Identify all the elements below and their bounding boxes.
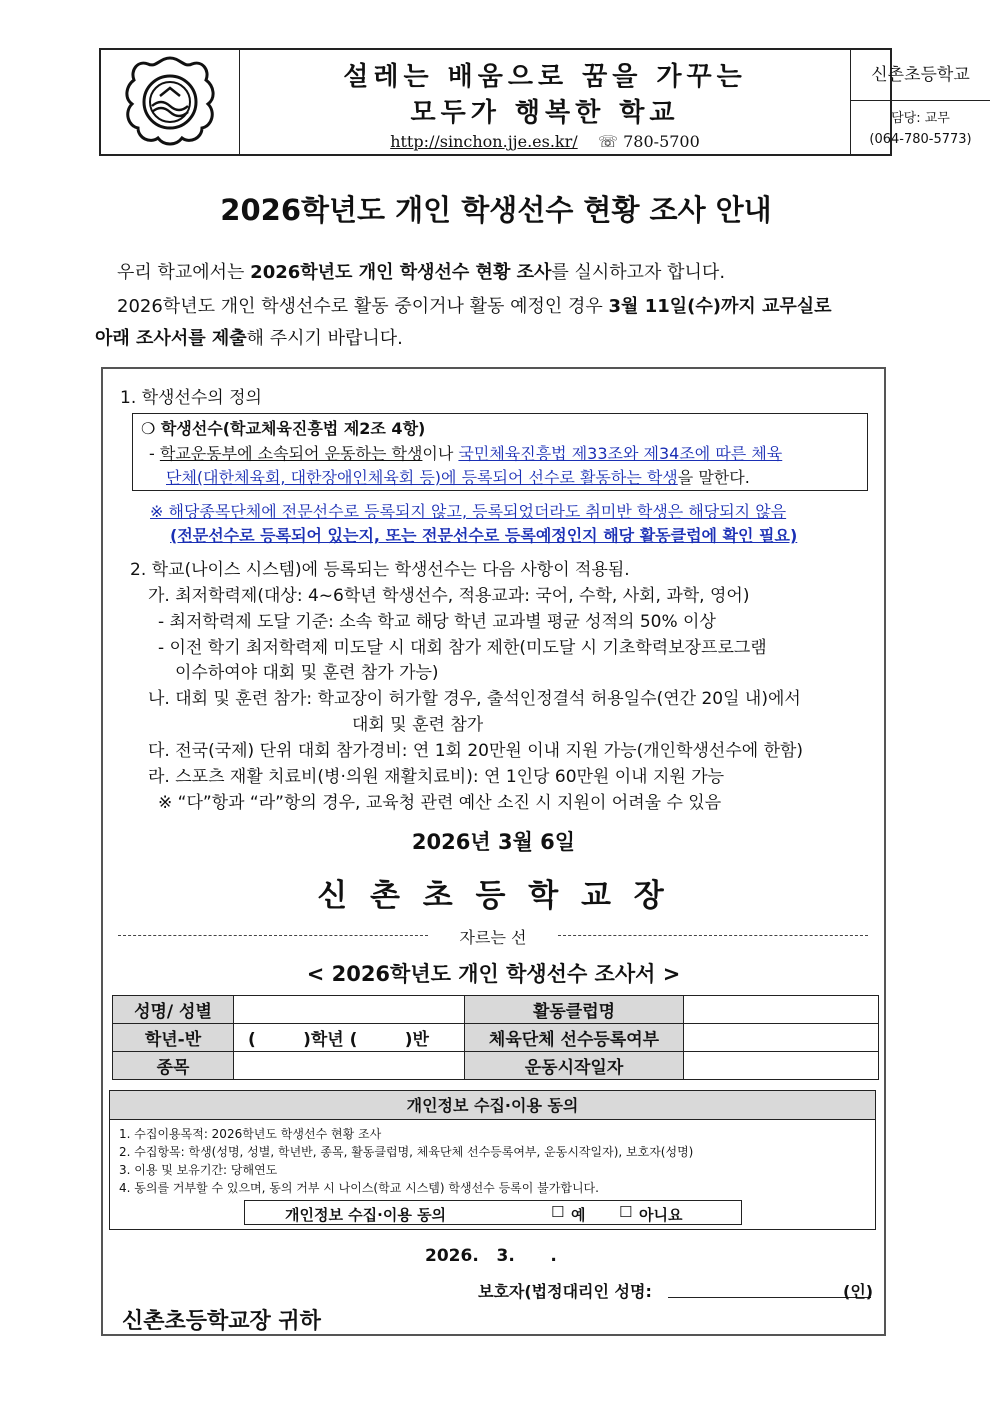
section2-item-ga-2: - 이전 학기 최저학력제 미도달 시 대회 참가 제한(미도달 시 기초학력보장프로그램 xyxy=(158,638,767,658)
motto-line-1: 설레는 배움으로 꿈을 가꾸는 xyxy=(343,62,747,92)
consent-yes-checkbox[interactable]: ☐ xyxy=(551,1203,565,1221)
cut-line-right xyxy=(558,935,868,936)
grade-label: 학년-반 xyxy=(113,1024,234,1052)
privacy-item-4: 4. 동의를 거부할 수 있으며, 동의 거부 시 나이스(학교 시스템) 학생선수 등록이 불가합니다. xyxy=(119,1181,599,1195)
contact-role: 담당: 교무 xyxy=(891,111,950,126)
sign-date: 2026. 3. . xyxy=(425,1246,557,1266)
school-phone: 780-5700 xyxy=(623,132,700,151)
guardian-label: 보호자(법정대리인 성명: xyxy=(478,1282,652,1301)
school-emblem-icon xyxy=(101,50,239,154)
addressee: 신촌초등학교장 귀하 xyxy=(122,1309,321,1334)
section2-item-ga-1: - 최저학력제 도달 기준: 소속 학교 해당 학년 교과별 평균 성적의 50% 이상 xyxy=(158,612,716,632)
motto-block xyxy=(240,50,851,154)
contact-phone: (064-780-5773) xyxy=(869,132,972,147)
cut-line xyxy=(118,925,868,945)
section2-note: ※ “다”항과 “라”항의 경우, 교육청 관련 예산 소진 시 지원이 어려울 수 있음 xyxy=(158,793,722,813)
form-title: < 2026학년도 개인 학생선수 조사서 > xyxy=(306,962,681,986)
table-row xyxy=(113,996,879,1024)
definition-note-2: (전문선수로 등록되어 있는지, 또는 전문선수로 등록예정인지 해당 활동클럽에 확인 필요) xyxy=(170,526,798,545)
consent-no-label: 아니요 xyxy=(639,1206,683,1224)
sport-input[interactable] xyxy=(234,1052,465,1080)
grade-class-input[interactable]: ( )학년 ( )반 xyxy=(234,1024,465,1052)
section1-heading: 1. 학생선수의 정의 xyxy=(120,388,262,408)
name-label: 성명/ 성별 xyxy=(113,996,234,1024)
privacy-item-2: 2. 수집항목: 학생(성명, 성별, 학년반, 종목, 활동클럽명, 체육단체 선수등록여부, 운동시작일자), 보호자(성명) xyxy=(119,1145,694,1159)
start-date-input[interactable] xyxy=(684,1052,879,1080)
name-input[interactable] xyxy=(234,996,465,1024)
survey-form-table xyxy=(112,995,879,1080)
cut-line-label: 자르는 선 xyxy=(459,928,527,947)
table-row xyxy=(113,1024,879,1052)
notice-date: 2026년 3월 6일 xyxy=(411,830,576,854)
privacy-item-3: 3. 이용 및 보유기간: 당해연도 xyxy=(119,1163,278,1177)
bullet-circle-icon: ❍ xyxy=(141,419,156,438)
page-title: 2026학년도 개인 학생선수 현황 조사 안내 xyxy=(220,193,772,227)
section2-item-da: 다. 전국(국제) 단위 대회 참가경비: 연 1회 20만원 이내 지원 가능(개인학생선수에 한함) xyxy=(148,741,804,761)
section2-item-ra: 라. 스포츠 재활 치료비(병·의원 재활치료비): 연 1인당 60만원 이내 지원 가능 xyxy=(148,767,725,787)
definition-line-1: - 학교운동부에 소속되어 운동하는 학생이나 국민체육진흥법 제33조와 제34조에 따른 체육 xyxy=(149,444,783,463)
sport-label: 종목 xyxy=(113,1052,234,1080)
registered-input[interactable] xyxy=(684,1024,879,1052)
section2-item-ga: 가. 최저학력제(대상: 4~6학년 학생선수, 적용교과: 국어, 수학, 사회, 과학, 영어) xyxy=(148,586,750,606)
club-input[interactable] xyxy=(684,996,879,1024)
section2-heading: 2. 학교(나이스 시스템)에 등록되는 학생선수는 다음 사항이 적용됨. xyxy=(130,560,630,580)
definition-title: ❍ 학생선수(학교체육진흥법 제2조 4항) xyxy=(141,419,426,438)
privacy-consent-box xyxy=(109,1090,876,1230)
definition-line-2: 단체(대한체육회, 대한장애인체육회 등)에 등록되어 선수로 활동하는 학생을 말한다. xyxy=(166,468,750,487)
cut-line-left xyxy=(118,935,428,936)
guardian-name-line[interactable] xyxy=(668,1297,871,1298)
consent-row xyxy=(244,1200,742,1225)
section2-item-ga-2-cont: 이수하여야 대회 및 훈련 참가 가능) xyxy=(175,663,439,683)
seal-mark: (인) xyxy=(843,1282,874,1301)
registered-label: 체육단체 선수등록여부 xyxy=(465,1024,684,1052)
motto-line-2: 모두가 행복한 학교 xyxy=(410,98,680,128)
privacy-item-1: 1. 수집이용목적: 2026학년도 학생선수 현황 조사 xyxy=(119,1127,382,1141)
intro-paragraph-2: 2026학년도 개인 학생선수로 활동 중이거나 활동 예정인 경우 3월 11일(수)까지 교무실로 xyxy=(117,296,832,317)
club-label: 활동클럽명 xyxy=(465,996,684,1024)
school-url-link[interactable]: http://sinchon.jje.es.kr/ xyxy=(390,132,578,151)
phone-icon: ☏ xyxy=(598,132,619,151)
section2-item-na-cont: 대회 및 훈련 참가 xyxy=(352,715,484,735)
contact-info xyxy=(851,101,990,154)
consent-yes-label: 예 xyxy=(571,1206,586,1224)
privacy-title: 개인정보 수집·이용 동의 xyxy=(110,1091,875,1120)
start-date-label: 운동시작일자 xyxy=(465,1052,684,1080)
consent-no-checkbox[interactable]: ☐ xyxy=(619,1203,633,1221)
definition-note-1: ※ 해당종목단체에 전문선수로 등록되지 않고, 등록되었더라도 취미반 학생은 해당되지 않음 xyxy=(150,502,787,521)
definition-box xyxy=(132,413,868,491)
letterhead xyxy=(99,48,972,156)
school-name: 신촌초등학교 xyxy=(851,50,990,101)
school-emblem xyxy=(101,50,240,154)
consent-label: 개인정보 수집·이용 동의 xyxy=(285,1206,447,1224)
principal-signature: 신 촌 초 등 학 교 장 xyxy=(317,878,670,914)
intro-paragraph-3: 아래 조사서를 제출해 주시기 바랍니다. xyxy=(95,328,403,349)
table-row xyxy=(113,1052,879,1080)
section2-item-na: 나. 대회 및 훈련 참가: 학교장이 허가할 경우, 출석인정결석 허용일수(연간 20일 내)에서 xyxy=(148,689,801,709)
intro-paragraph-1: 우리 학교에서는 2026학년도 개인 학생선수 현황 조사를 실시하고자 합니다. xyxy=(117,262,726,283)
contact-line xyxy=(240,132,850,151)
